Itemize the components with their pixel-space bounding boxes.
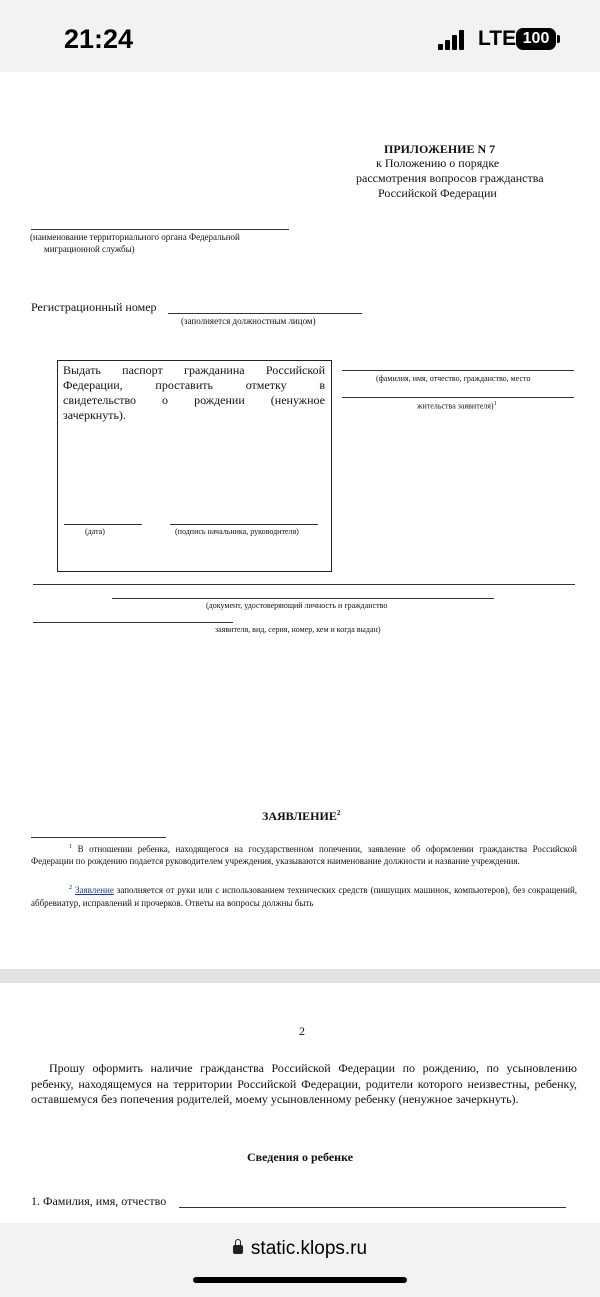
signature-line	[170, 524, 318, 525]
page-number: 2	[299, 1024, 305, 1038]
reg-caption: (заполняется должностным лицом)	[181, 316, 316, 326]
decision-line: зачеркнуть).	[63, 408, 126, 422]
decision-line: Федерации, проставить отметку в	[63, 378, 325, 392]
page-separator	[0, 969, 600, 983]
date-caption: (дата)	[85, 527, 105, 536]
url-text: static.klops.ru	[250, 1238, 368, 1259]
footnote-separator	[31, 837, 166, 838]
reg-line	[168, 313, 362, 314]
document-line	[33, 622, 233, 623]
decision-box	[57, 360, 332, 572]
decision-line: Выдать паспорт гражданина Российской	[63, 363, 325, 377]
decision-line: свидетельство о рождении (ненужное	[63, 393, 325, 407]
home-indicator[interactable]	[193, 1277, 407, 1283]
authority-caption: (наименование территориального органа Федеральной	[30, 232, 240, 242]
date-line	[64, 524, 142, 525]
field-line	[179, 1207, 566, 1208]
document-page-1	[0, 72, 600, 969]
statement-link[interactable]: Заявление	[74, 885, 114, 895]
battery-tip	[557, 35, 560, 43]
request-text: Прошу оформить наличие гражданства Российской Федерации по рождению, по усыновлению ребенку, находящемуся на территории Российской Федерации, родители которого неизвестны, ребенку, оставшемуся без попечения родителей, моему усыновленному ребенку (ненужное зачеркнуть).	[31, 1061, 577, 1106]
appendix-line: к Положению о порядке	[376, 156, 500, 170]
statement-title: ЗАЯВЛЕНИЕ$^2$	[262, 809, 341, 823]
document-page-2	[0, 983, 600, 1223]
clock: 21:24	[64, 24, 134, 54]
applicant-line	[342, 397, 574, 398]
authority-line	[31, 229, 289, 230]
address-bar[interactable]	[0, 1238, 600, 1260]
section-title: Сведения о ребенке	[246, 1150, 354, 1164]
signature-caption: (подпись начальника, руководителя)	[175, 527, 299, 536]
applicant-caption: жительства заявителя)$^1$	[417, 401, 497, 411]
footnote-1: $^1$ В отношении ребенка, находящегося на государственном попечении, заявление об оформлении гражданства Российской Федерации по рождению подается руководителем учреждения, указываются наименование должности и название учреждения.	[31, 844, 577, 866]
battery-icon: 100	[516, 28, 556, 50]
appendix-line: рассмотрения вопросов гражданства	[356, 171, 544, 185]
applicant-caption: (фамилия, имя, отчество, гражданство, место	[376, 374, 531, 383]
reg-label: Регистрационный номер	[31, 300, 157, 314]
signal-icon	[438, 30, 466, 50]
appendix-line: Российской Федерации	[378, 186, 497, 200]
document-caption: заявителя, вид, серия, номер, кем и когда выдан)	[215, 625, 381, 634]
network-type: LTE	[478, 27, 517, 50]
appendix-title: ПРИЛОЖЕНИЕ N 7	[384, 142, 496, 156]
document-line	[33, 584, 575, 585]
document-caption: (документ, удостоверяющий личность и гражданство	[206, 601, 388, 610]
lock-icon	[233, 1245, 243, 1254]
field-label: 1. Фамилия, имя, отчество	[31, 1194, 167, 1208]
authority-caption: миграционной службы)	[44, 244, 135, 254]
document-line	[112, 598, 494, 599]
browser-bottom-bar	[0, 1223, 600, 1297]
footnote-2: $^2$ Заявление заполняется от руки или с использованием технических средств (пишущих машинок, компьютеров), без сокращений, аббревиатур, исправлений и прочерков. Ответы на вопросы должны быть	[31, 885, 578, 908]
applicant-line	[342, 370, 574, 371]
